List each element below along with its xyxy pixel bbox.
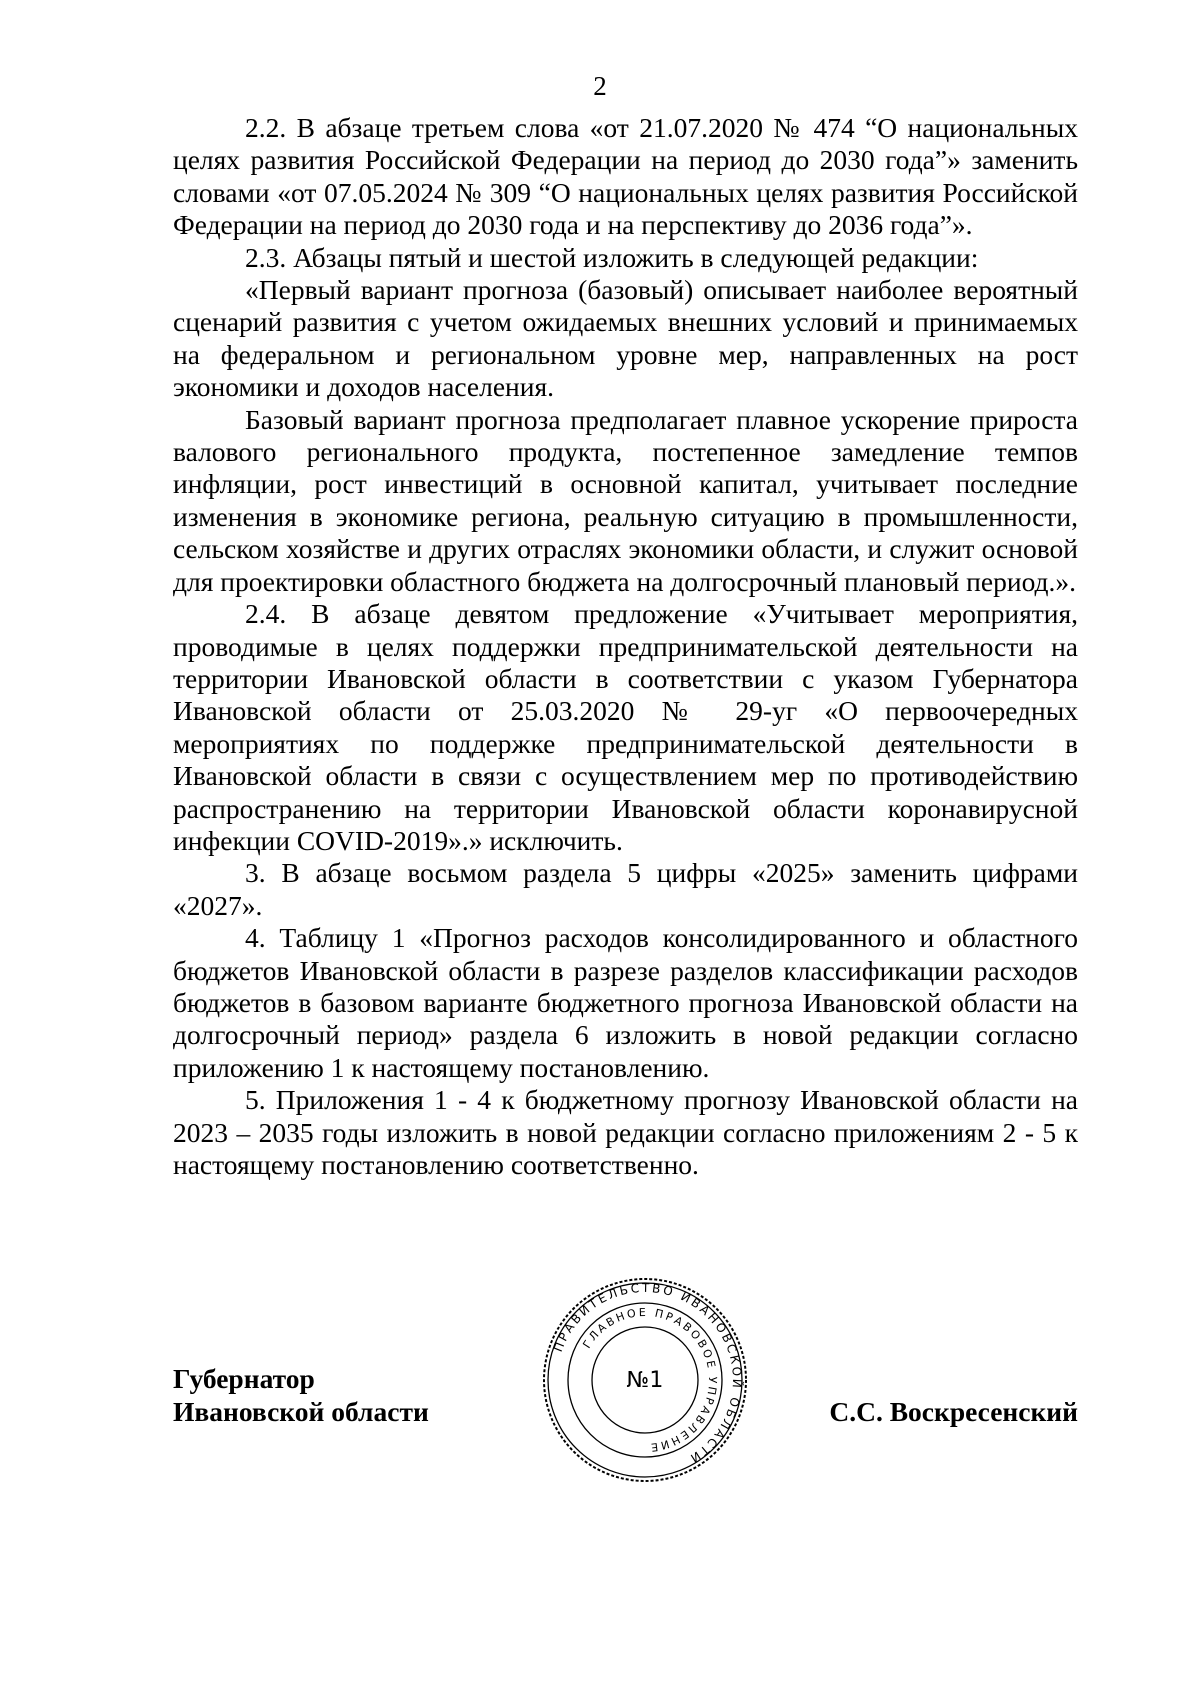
signatory-position [173,1362,429,1428]
paragraph-2-3: 2.3. Абзацы пятый и шестой изложить в следующей редакции: [245,241,979,273]
paragraph-4: 4. Таблицу 1 «Прогноз расходов консолидированного и областного бюджетов Ивановской области в разрезе разделов классификации расходов бюджетов в базовом варианте бюджетного прогноза Ивановской области на долгосрочный период» раздела 6 изложить в новой редакции согласно приложению 1 к настоящему постановлению. [173,922,1078,1083]
seal-center-text: №1 [626,1368,664,1393]
paragraph-2-4: 2.4. В абзаце девятом предложение «Учитывает мероприятия, проводимые в целях поддержки предпринимательской деятельности на территории Ивановской области в соответствии с указом Губернатора Ивановской области от 25.03.2020 № 29-уг «О первоочередных мероприятиях по поддержке предпринимательской деятельности в Ивановской области в связи с осуществлением мер по противодействию распространению на территории Ивановской области коронавирусной инфекции COVID-2019».» исключить. [173,598,1078,856]
official-seal [540,1275,750,1485]
signatory-position-line-2: Ивановской области [173,1396,429,1427]
document-body [173,112,1078,1181]
paragraph-quote-base-variant: Базовый вариант прогноза предполагает плавное ускорение прироста валового регионального продукта, постепенное замедление темпов инфляции, рост инвестиций в основной капитал, учитывает последние изменения в экономике региона, реальную ситуацию в промышленности, сельском хозяйстве и других отраслях экономики области, и служит основой для проектировки областного бюджета на долгосрочный плановый период.». [173,403,1078,597]
page-number: 2 [593,71,607,101]
seal-inner-text: ГЛАВНОЕ ПРАВОВОЕ УПРАВЛЕНИЕ [580,1305,720,1455]
paragraph-5: 5. Приложения 1 - 4 к бюджетному прогнозу Ивановской области на 2023 – 2035 годы изложить в новой редакции согласно приложениям 2 - 5 к настоящему постановлению соответственно. [173,1084,1078,1180]
paragraph-2-2: 2.2. В абзаце третьем слова «от 21.07.2020 № 474 “О национальных целях развития Российской Федерации на период до 2030 года”» заменить словами «от 07.05.2024 № 309 “О национальных целях развития Российской Федерации на период до 2030 года и на перспективу до 2036 года”». [173,112,1078,241]
signatory-name: С.С. Воскресенский [829,1396,1078,1427]
paragraph-quote-first-variant: «Первый вариант прогноза (базовый) описывает наиболее вероятный сценарий развития с учетом ожидаемых внешних условий и принимаемых на федеральном и региональном уровне мер, направленных на рост экономики и доходов населения. [173,274,1078,403]
seal-outer-text: ПРАВИТЕЛЬСТВО ИВАНОВСКОЙ ОБЛАСТИ [550,1280,745,1467]
paragraph-3: 3. В абзаце восьмом раздела 5 цифры «2025» заменить цифрами «2027». [173,857,1078,921]
signatory-position-line-1: Губернатор [173,1363,315,1394]
